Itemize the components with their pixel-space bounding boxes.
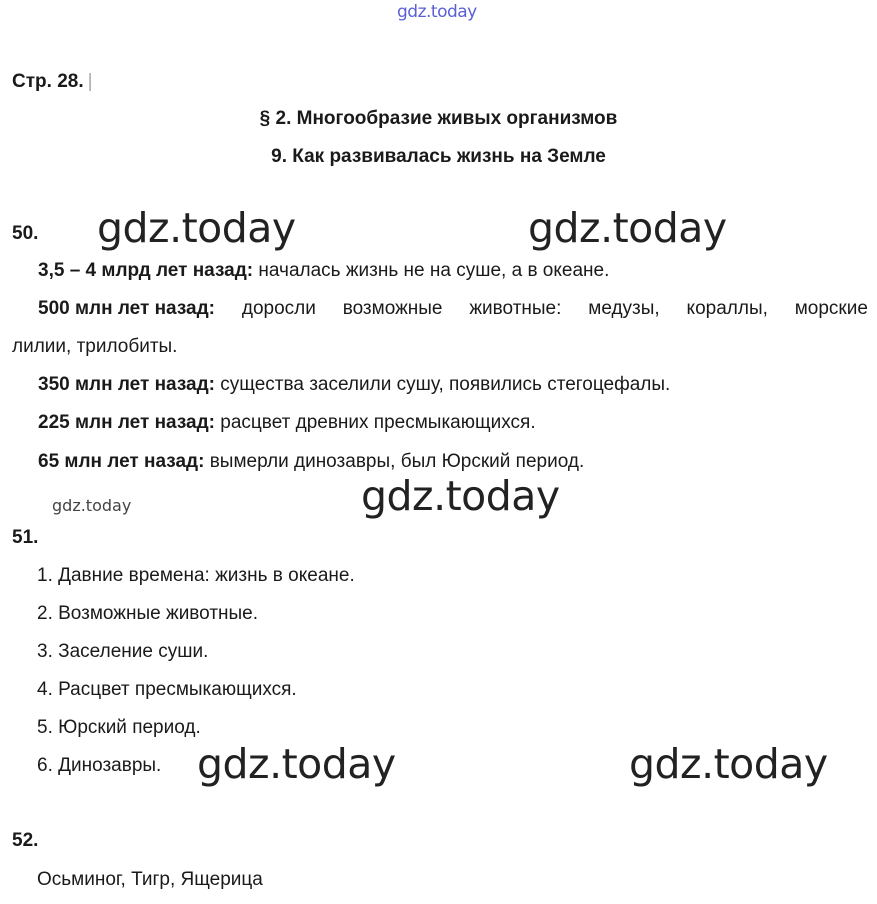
- task-50-entry-3: [38, 373, 670, 397]
- watermark-big: gdz.today: [97, 204, 296, 252]
- task-51-item: 2. Возможные животные.: [37, 603, 259, 624]
- watermark-big: gdz.today: [528, 204, 727, 252]
- topic-title: 9. Как развивалась жизнь на Земле: [271, 146, 606, 167]
- entry-time: 500 млн лет назад:: [38, 298, 216, 319]
- task-51-item: 1. Давние времена: жизнь в океане.: [37, 565, 355, 586]
- task-52-number: 52.: [12, 830, 39, 851]
- task-51-number: 51.: [12, 527, 39, 548]
- section-title: § 2. Многообразие живых организмов: [259, 108, 618, 129]
- task-51-item: 5. Юрский период.: [37, 717, 201, 738]
- watermark-big: gdz.today: [197, 740, 396, 788]
- task-51-item: 3. Заселение суши.: [37, 641, 209, 662]
- task-51-item: 6. Динозавры.: [37, 755, 162, 776]
- entry-text: расцвет древних пресмыкающихся.: [215, 412, 536, 433]
- task-50-entry-2-continuation: лилии, трилобиты.: [12, 336, 178, 357]
- watermark-top: gdz.today: [397, 2, 477, 22]
- task-50-entry-5: [38, 450, 584, 474]
- entry-time: 65 млн лет назад:: [38, 451, 205, 472]
- entry-word: медузы,: [588, 298, 660, 319]
- watermark-small: gdz.today: [52, 496, 132, 515]
- entry-time: 3,5 – 4 млрд лет назад:: [38, 260, 254, 281]
- entry-text: вымерли динозавры, был Юрский период.: [204, 451, 585, 472]
- entry-word: животные:: [469, 298, 562, 319]
- task-50-number: 50.: [12, 223, 39, 244]
- entry-text: началась жизнь не на суше, а в океане.: [253, 260, 610, 281]
- task-52-answer: Осьминог, Тигр, Ящерица: [37, 869, 263, 890]
- task-50-entry-2: [38, 297, 868, 321]
- entry-text: существа заселили сушу, появились стегоцефалы.: [215, 374, 671, 395]
- entry-word: кораллы,: [686, 298, 768, 319]
- watermark-big: gdz.today: [629, 740, 828, 788]
- page-reference: [12, 71, 93, 93]
- entry-word: возможные: [342, 298, 443, 319]
- task-51-item: 4. Расцвет пресмыкающихся.: [37, 679, 297, 700]
- task-50-entry-4: [38, 411, 536, 435]
- page-reference-label: Стр. 28.: [12, 71, 84, 92]
- entry-word: морские: [794, 298, 868, 319]
- entry-word: доросли: [241, 298, 316, 319]
- task-50-entry-1: [38, 259, 609, 283]
- watermark-big: gdz.today: [361, 472, 560, 520]
- entry-time: 350 млн лет назад:: [38, 374, 216, 395]
- entry-time: 225 млн лет назад:: [38, 412, 216, 433]
- page-reference-mark: |: [87, 71, 93, 92]
